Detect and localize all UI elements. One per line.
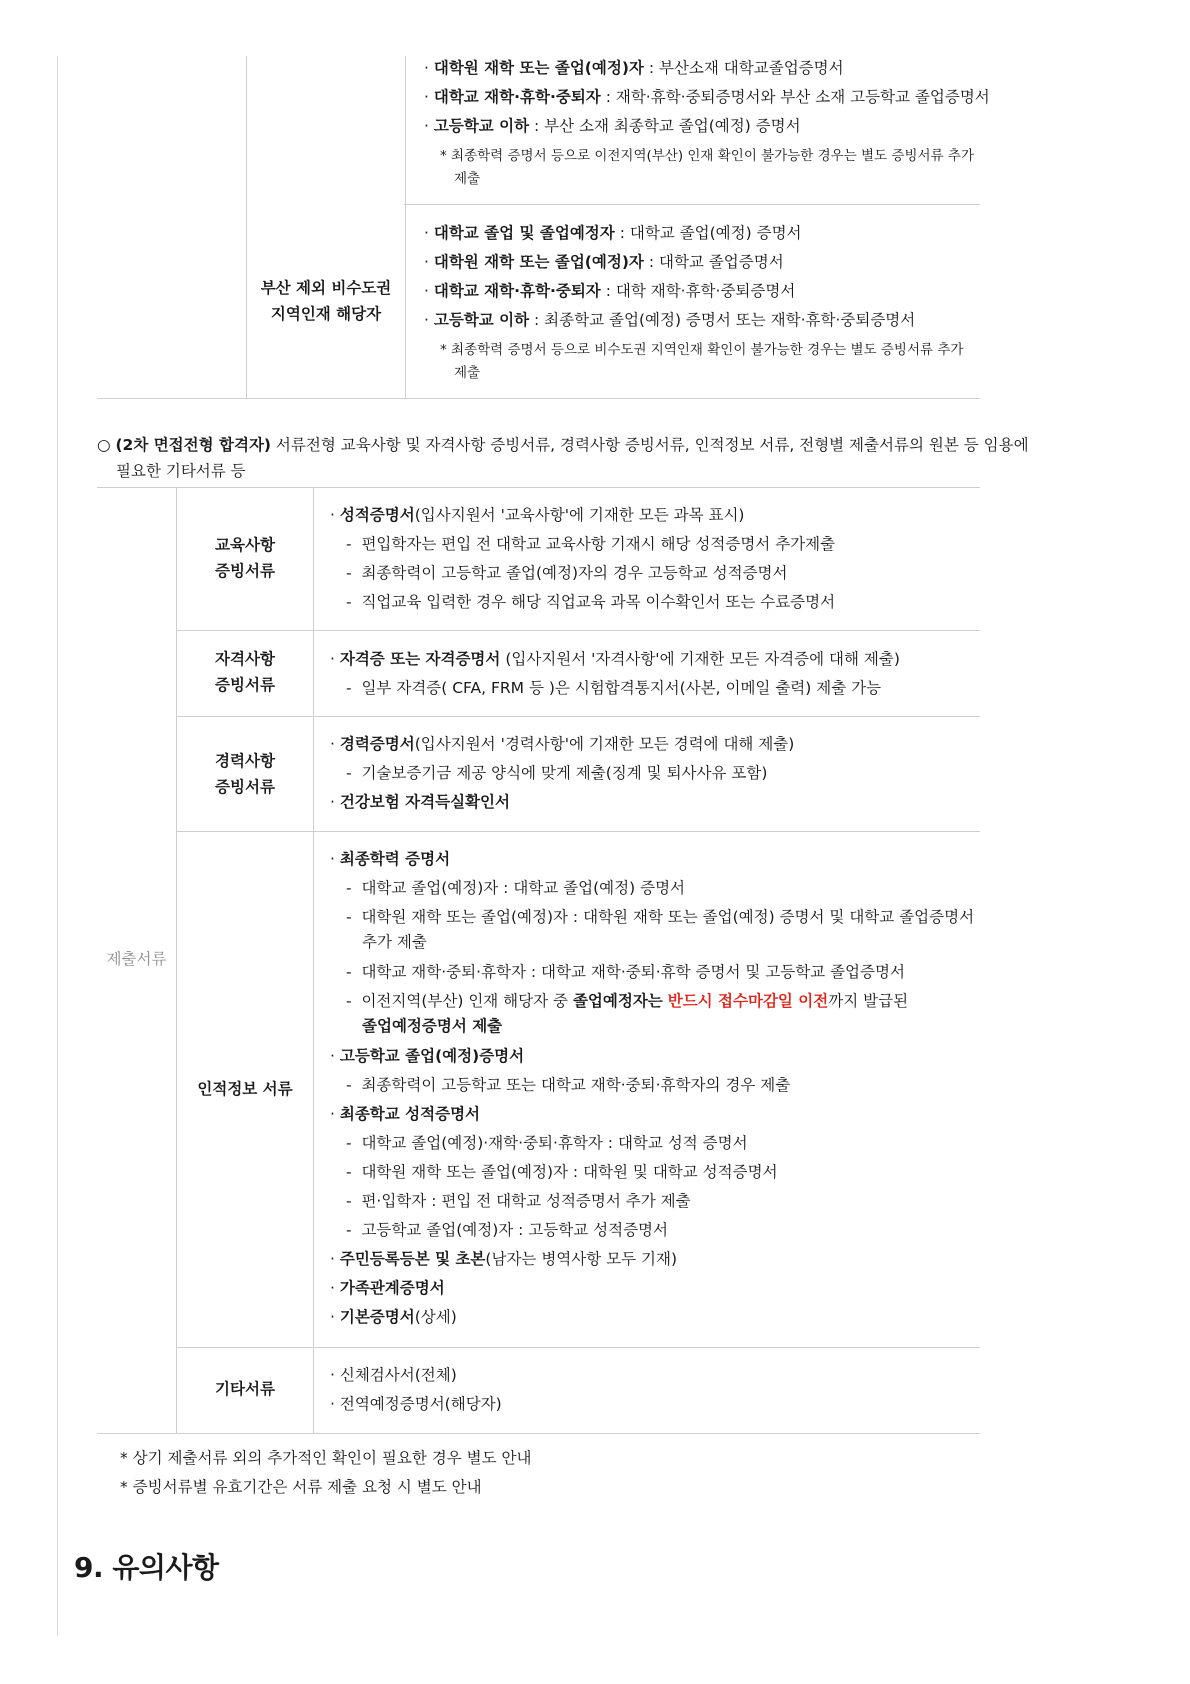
personal-main-item: · 기본증명서(상세) xyxy=(330,1308,457,1326)
table-bottom-border xyxy=(97,1433,980,1434)
top-table-divider-right xyxy=(405,56,406,399)
top-table-divider-left xyxy=(246,56,247,399)
table-divider-label xyxy=(313,487,314,1433)
qual-main-item: · 자격증 또는 자격증명서 (입사지원서 '자격사항'에 기재한 모든 자격증에 대해 제출) xyxy=(330,650,900,668)
personal-sub-item: - 대학교 재학·중퇴·휴학자 : 대학교 재학·중퇴·휴학 증명서 및 고등학교 졸업증명서 xyxy=(346,963,905,981)
top-row2-item: · 고등학교 이하 : 최종학교 졸업(예정) 증명서 또는 재학·휴학·중퇴증명서 xyxy=(424,311,916,329)
top-row1-item: · 대학교 재학·휴학·중퇴자 : 재학·휴학·중퇴증명서와 부산 소재 고등학교 졸업증명서 xyxy=(424,88,990,106)
personal-sub-item: - 대학원 재학 또는 졸업(예정)자 : 대학원 재학 또는 졸업(예정) 증명서 및 대학교 졸업증명서 xyxy=(346,908,975,926)
edu-label: 교육사항 증빙서류 xyxy=(215,536,275,580)
edu-sub-item: - 직업교육 입력한 경우 해당 직업교육 과목 이수확인서 또는 수료증명서 xyxy=(346,593,836,611)
section-heading: 9. 유의사항 xyxy=(74,1551,219,1584)
table-row-divider xyxy=(176,716,980,717)
table-row-divider xyxy=(176,630,980,631)
personal-main-item: · 고등학교 졸업(예정)증명서 xyxy=(330,1047,525,1065)
personal-sub-item: - 최종학력이 고등학교 또는 대학교 재학·중퇴·휴학자의 경우 제출 xyxy=(346,1076,791,1094)
personal-sub-item: - 대학원 재학 또는 졸업(예정)자 : 대학원 및 대학교 성적증명서 xyxy=(346,1163,778,1181)
top-row1-note: * 최종학력 증명서 등으로 이전지역(부산) 인재 확인이 불가능한 경우는 별도 증빙서류 추가 xyxy=(440,148,974,164)
qual-label: 자격사항 증빙서류 xyxy=(215,650,275,694)
personal-main-item: · 주민등록등본 및 초본(남자는 병역사항 모두 기재) xyxy=(330,1250,678,1268)
top-row2-item: · 대학원 재학 또는 졸업(예정)자 : 대학교 졸업증명서 xyxy=(424,253,784,271)
top-row2-label: 부산 제외 비수도권 지역인재 해당자 xyxy=(260,279,392,323)
table-divider-side xyxy=(176,487,177,1433)
table-top-border xyxy=(97,487,980,488)
qual-sub-item: - 일부 자격증( CFA, FRM 등 )은 시험합격통지서(사본, 이메일 출력) 제출 가능 xyxy=(346,679,882,697)
personal-main-item: · 최종학력 증명서 xyxy=(330,850,451,868)
table-row-divider xyxy=(176,831,980,832)
top-table-bottom-border xyxy=(97,398,980,399)
career-sub-item: - 기술보증기금 제공 양식에 맞게 제출(징계 및 퇴사사유 포함) xyxy=(346,764,768,782)
top-row2-note: * 최종학력 증명서 등으로 비수도권 지역인재 확인이 불가능한 경우는 별도 증빙서류 추가 xyxy=(440,342,964,358)
table-row-divider xyxy=(176,1347,980,1348)
edu-sub-item: - 최종학력이 고등학교 졸업(예정)자의 경우 고등학교 성적증명서 xyxy=(346,564,788,582)
personal-sub-item-cont: 추가 제출 xyxy=(362,933,427,951)
personal-sub-item: - 이전지역(부산) 인재 해당자 중 졸업예정자는 반드시 접수마감일 이전까지 발급된 xyxy=(346,992,909,1010)
circle-bullet-icon: ○ xyxy=(97,436,111,454)
personal-main-item: · 최종학교 성적증명서 xyxy=(330,1105,481,1123)
side-label: 제출서류 xyxy=(106,950,167,968)
career-main-item: · 경력증명서(입사지원서 '경력사항'에 기재한 모든 경력에 대해 제출) xyxy=(330,735,795,753)
top-row2-note-cont: 제출 xyxy=(454,365,481,381)
top-row1-note-cont: 제출 xyxy=(454,171,481,187)
personal-sub-item: - 고등학교 졸업(예정)자 : 고등학교 성적증명서 xyxy=(346,1221,668,1239)
edu-sub-item: - 편입학자는 편입 전 대학교 교육사항 기재시 해당 성적증명서 추가제출 xyxy=(346,535,836,553)
top-row2-item: · 대학교 재학·휴학·중퇴자 : 대학 재학·휴학·중퇴증명서 xyxy=(424,282,796,300)
etc-item: · 전역예정증명서(해당자) xyxy=(330,1395,502,1413)
top-row1-item: · 고등학교 이하 : 부산 소재 최종학교 졸업(예정) 증명서 xyxy=(424,117,801,135)
personal-main-item: · 가족관계증명서 xyxy=(330,1279,445,1297)
career-main-item: · 건강보험 자격득실확인서 xyxy=(330,793,510,811)
edu-main-item: · 성적증명서(입사지원서 '교육사항'에 기재한 모든 과목 표시) xyxy=(330,506,745,524)
page-left-rule xyxy=(57,56,58,1636)
intro-line-cont: 필요한 기타서류 등 xyxy=(116,462,246,480)
top-table-row-divider xyxy=(404,204,980,205)
intro-line: ○ (2차 면접전형 합격자) 서류전형 교육사항 및 자격사항 증빙서류, 경력사항 증빙서류, 인적정보 서류, 전형별 제출서류의 원본 등 임용에 xyxy=(97,436,1029,454)
career-label: 경력사항 증빙서류 xyxy=(215,752,275,796)
top-row1-item: · 대학원 재학 또는 졸업(예정)자 : 부산소재 대학교졸업증명서 xyxy=(424,59,844,77)
personal-sub-item: - 대학교 졸업(예정)자 : 대학교 졸업(예정) 증명서 xyxy=(346,879,686,897)
etc-item: · 신체검사서(전체) xyxy=(330,1366,457,1384)
personal-sub-item: - 대학교 졸업(예정)·재학·중퇴·휴학자 : 대학교 성적 증명서 xyxy=(346,1134,748,1152)
personal-sub-item-cont: 졸업예정증명서 제출 xyxy=(362,1017,503,1035)
personal-sub-item: - 편·입학자 : 편입 전 대학교 성적증명서 추가 제출 xyxy=(346,1192,691,1210)
personal-label: 인적정보 서류 xyxy=(197,1080,293,1098)
footnote: * 상기 제출서류 외의 추가적인 확인이 필요한 경우 별도 안내 xyxy=(120,1449,532,1467)
etc-label: 기타서류 xyxy=(215,1380,275,1398)
top-row2-item: · 대학교 졸업 및 졸업예정자 : 대학교 졸업(예정) 증명서 xyxy=(424,224,802,242)
footnote: * 증빙서류별 유효기간은 서류 제출 요청 시 별도 안내 xyxy=(120,1478,482,1496)
